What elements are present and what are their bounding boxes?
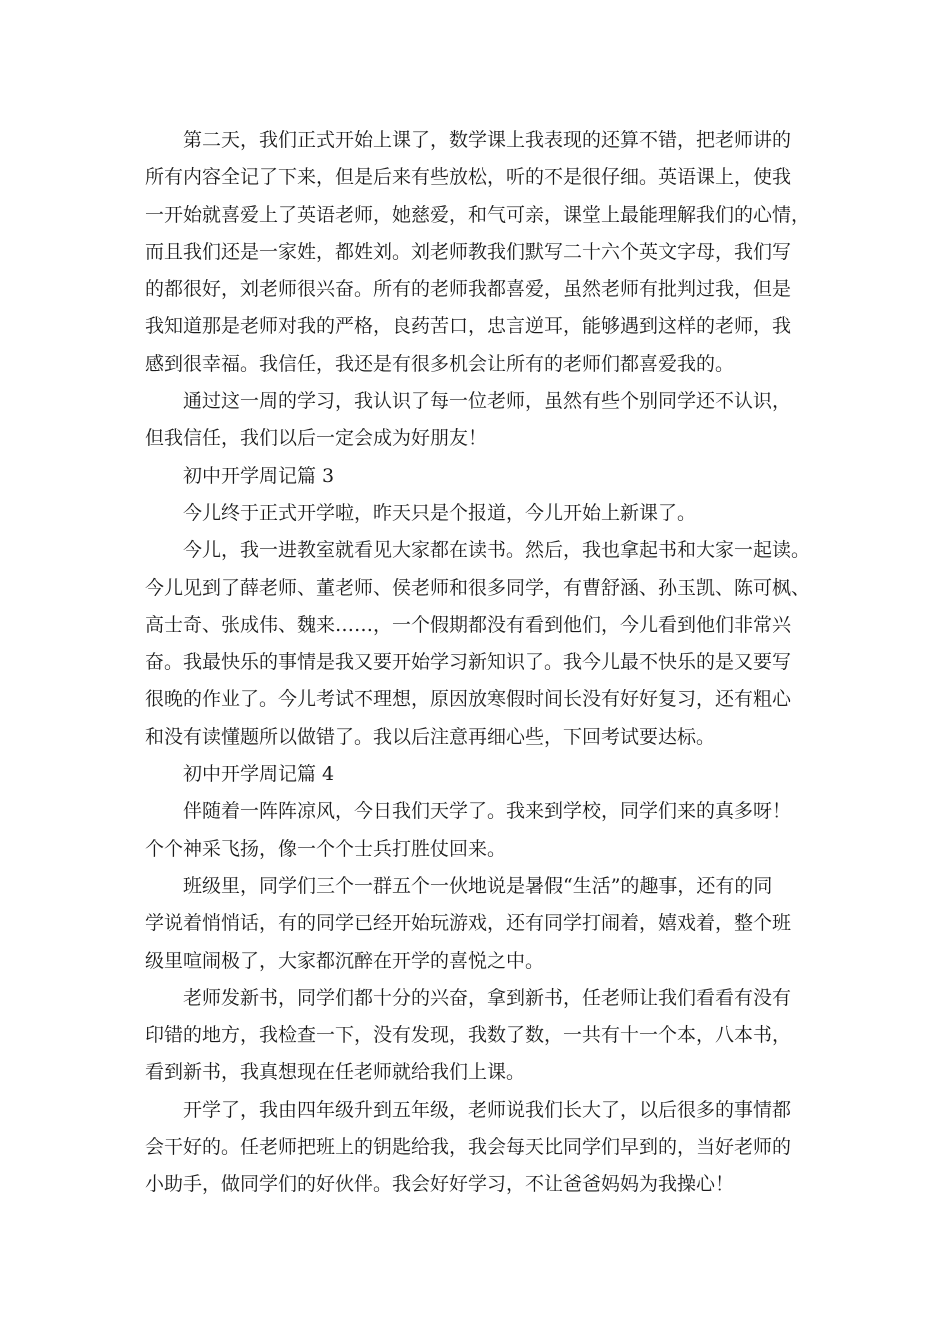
text-line: 今儿终于正式开学啦，昨天只是个报道，今儿开始上新课了。: [183, 501, 697, 524]
text-line: 老师发新书，同学们都十分的兴奋，拿到新书，任老师让我们看看有没有: [183, 986, 792, 1009]
text-line: 我知道那是老师对我的严格，良药苦口，忠言逆耳，能够遇到这样的老师，我: [145, 315, 792, 338]
text-line: 班级里，同学们三个一群五个一伙地说是暑假“生活”的趣事，还有的同: [183, 874, 773, 897]
text-line: 印错的地方，我检查一下，没有发现，我数了数，一共有十一个本，八本书，: [145, 1024, 792, 1047]
text-line: 而且我们还是一家姓，都姓刘。刘老师教我们默写二十六个英文字母，我们写: [145, 240, 792, 263]
text-line: 今儿，我一进教室就看见大家都在读书。然后，我也拿起书和大家一起读。: [183, 539, 811, 562]
text-line: 看到新书，我真想现在任老师就给我们上课。: [145, 1061, 526, 1084]
text-line: 级里喧闹极了，大家都沉醉在开学的喜悦之中。: [145, 949, 545, 972]
text-line: 的都很好，刘老师很兴奋。所有的老师我都喜爱，虽然老师有批判过我，但是: [145, 278, 792, 301]
text-line: 第二天，我们正式开始上课了，数学课上我表现的还算不错，把老师讲的: [183, 129, 792, 151]
text-line: 学说着悄悄话，有的同学已经开始玩游戏，还有同学打闹着，嬉戏着，整个班: [145, 912, 792, 935]
text-line: 开学了，我由四年级升到五年级，老师说我们长大了，以后很多的事情都: [183, 1098, 792, 1121]
text-line: 但我信任，我们以后一定会成为好朋友！: [145, 427, 488, 450]
text-line: 伴随着一阵阵凉风，今日我们天学了。我来到学校，同学们来的真多呀！: [183, 800, 792, 823]
text-line: 很晚的作业了。今儿考试不理想，原因放寒假时间长没有好好复习，还有粗心: [145, 688, 792, 711]
text-line: 初中开学周记篇 4: [183, 763, 335, 786]
text-line: 奋。我最快乐的事情是我又要开始学习新知识了。我今儿最不快乐的是又要写: [145, 651, 792, 674]
text-line: 今儿见到了薛老师、董老师、侯老师和很多同学，有曹舒涵、孙玉凯、陈可枫、: [145, 576, 811, 599]
text-line: 所有内容全记了下来，但是后来有些放松，听的不是很仔细。英语课上，使我: [145, 166, 792, 189]
text-line: 和没有读懂题所以做错了。我以后注意再细心些，下回考试要达标。: [145, 725, 716, 748]
text-line: 高士奇、张成伟、魏来……，一个假期都没有看到他们，今儿看到他们非常兴: [145, 613, 792, 636]
text-line: 小助手，做同学们的好伙伴。我会好好学习，不让爸爸妈妈为我操心！: [145, 1173, 735, 1196]
text-line: 会干好的。任老师把班上的钥匙给我，我会每天比同学们早到的，当好老师的: [145, 1136, 792, 1159]
text-line: 初中开学周记篇 3: [183, 464, 335, 487]
text-line: 感到很幸福。我信任，我还是有很多机会让所有的老师们都喜爱我的。: [145, 352, 735, 375]
text-line: 一开始就喜爱上了英语老师，她慈爱，和气可亲，课堂上最能理解我们的心情，: [145, 203, 811, 226]
document-body: [145, 122, 811, 1204]
text-line: 通过这一周的学习，我认识了每一位老师，虽然有些个别同学还不认识，: [183, 390, 792, 413]
text-line: 个个神采飞扬，像一个个士兵打胜仗回来。: [145, 837, 507, 860]
